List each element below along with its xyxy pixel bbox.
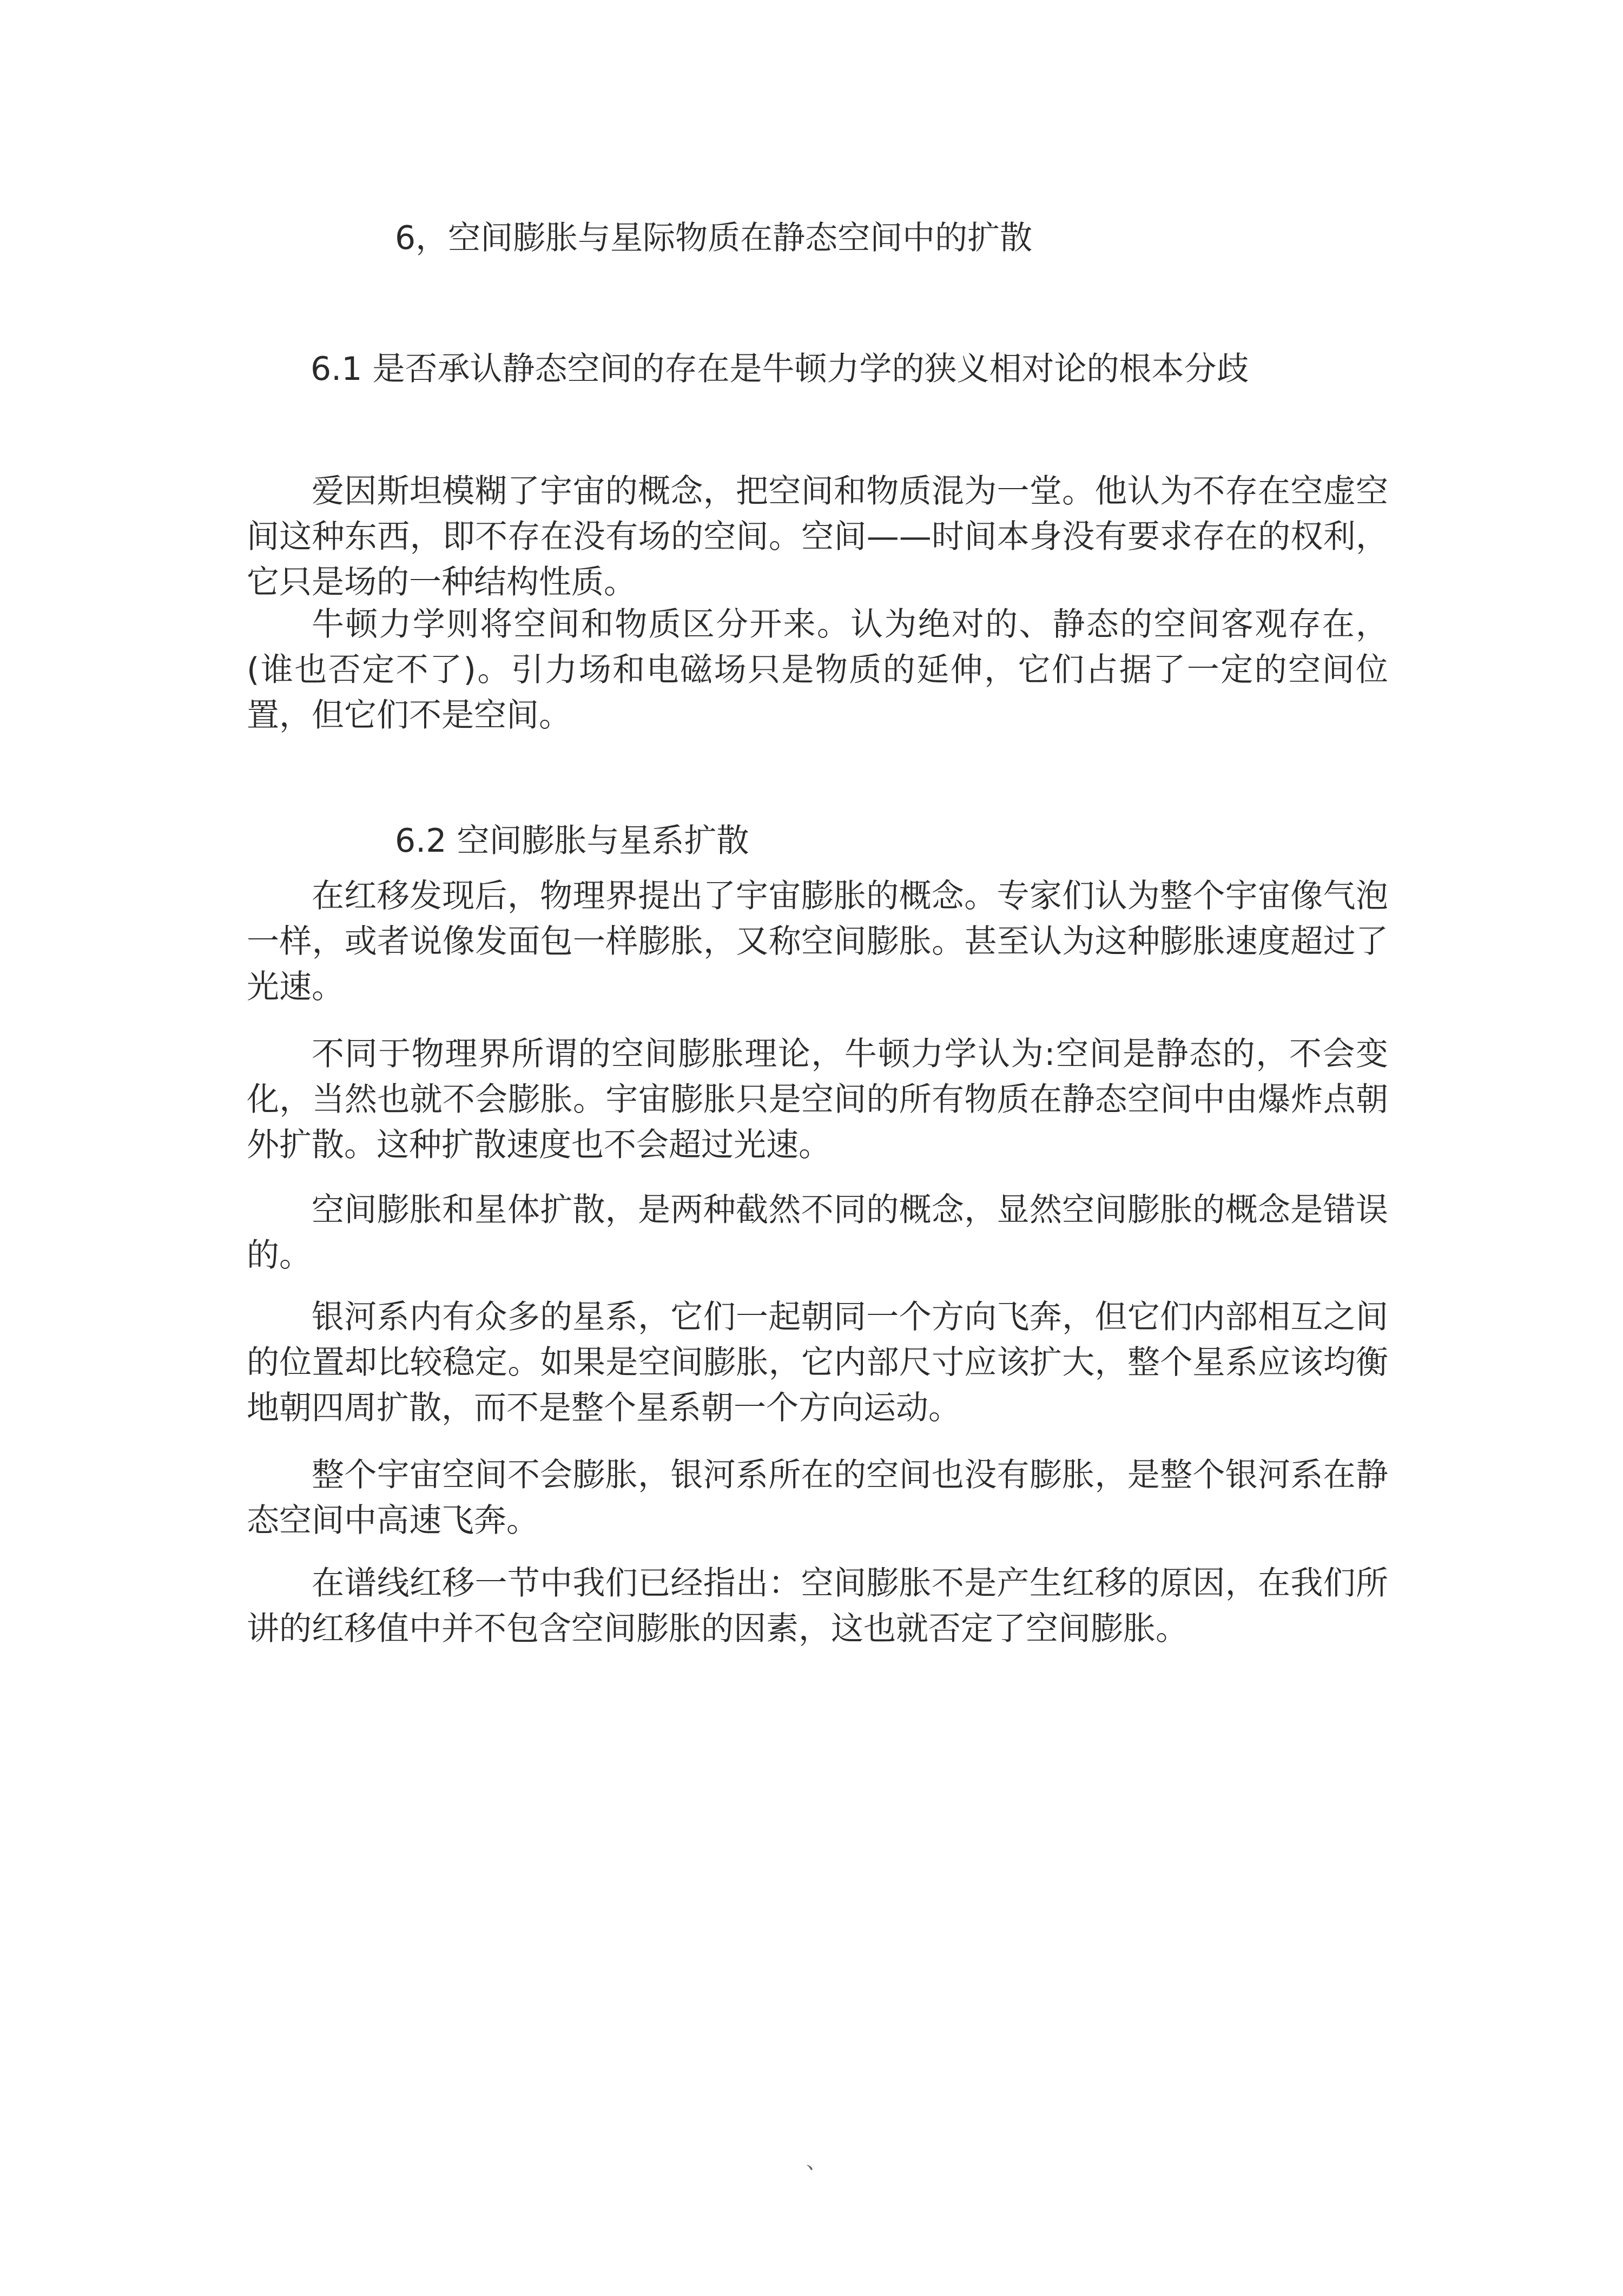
section-heading-6-2: 6.2 空间膨胀与星系扩散 [395, 822, 749, 860]
document-title: 6，空间膨胀与星际物质在静态空间中的扩散 [395, 219, 1033, 257]
paragraph: 不同于物理界所谓的空间膨胀理论，牛顿力学认为:空间是静态的，不会变化，当然也就不会膨胀。宇宙膨胀只是空间的所有物质在静态空间中由爆炸点朝外扩散。这种扩散速度也不会超过光速。 [247, 1035, 1388, 1164]
section-heading-6-1: 6.1 是否承认静态空间的存在是牛顿力学的狭义相对论的根本分歧 [311, 350, 1249, 388]
paragraph: 银河系内有众多的星系，它们一起朝同一个方向飞奔，但它们内部相互之间的位置却比较稳定。如果是空间膨胀，它内部尺寸应该扩大，整个星系应该均衡地朝四周扩散，而不是整个星系朝一个方向运动。 [247, 1298, 1388, 1427]
paragraph: 整个宇宙空间不会膨胀，银河系所在的空间也没有膨胀，是整个银河系在静态空间中高速飞奔。 [247, 1456, 1388, 1540]
paragraph: 在红移发现后，物理界提出了宇宙膨胀的概念。专家们认为整个宇宙像气泡一样，或者说像发面包一样膨胀，又称空间膨胀。甚至认为这种膨胀速度超过了光速。 [247, 877, 1388, 1006]
paragraph: 空间膨胀和星体扩散，是两种截然不同的概念，显然空间膨胀的概念是错误的。 [247, 1191, 1388, 1274]
paragraph: 爱因斯坦模糊了宇宙的概念，把空间和物质混为一堂。他认为不存在空虚空间这种东西，即不存在没有场的空间。空间——时间本身没有要求存在的权利，它只是场的一种结构性质。 [247, 472, 1388, 601]
paragraph: 在谱线红移一节中我们已经指出：空间膨胀不是产生红移的原因，在我们所讲的红移值中并不包含空间膨胀的因素，这也就否定了空间膨胀。 [247, 1564, 1388, 1648]
page-mark: 、 [806, 2149, 828, 2174]
paragraph: 牛顿力学则将空间和物质区分开来。认为绝对的、静态的空间客观存在，(谁也否定不了)。引力场和电磁场只是物质的延伸，它们占据了一定的空间位置，但它们不是空间。 [247, 606, 1388, 734]
